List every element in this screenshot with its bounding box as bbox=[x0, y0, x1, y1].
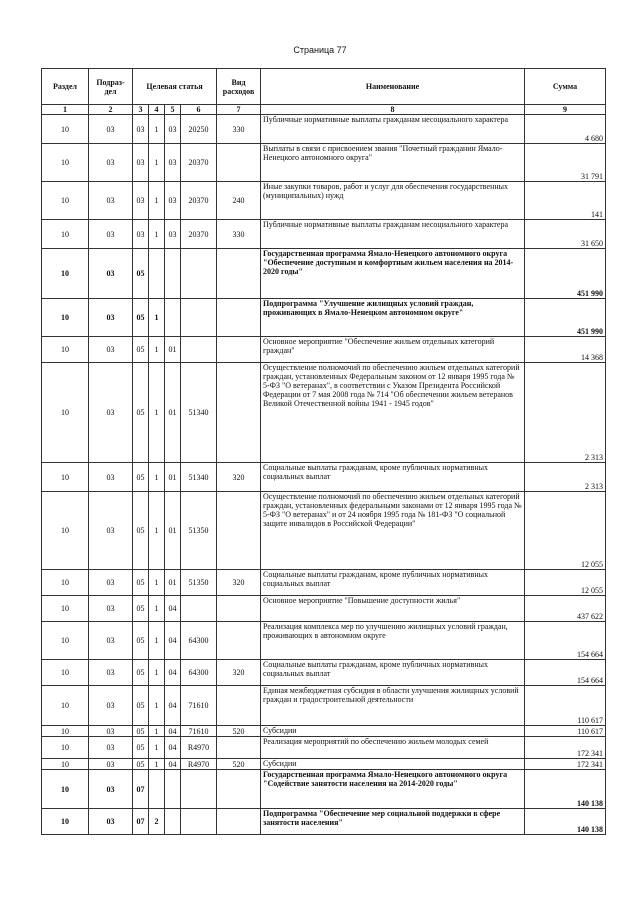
table-row bbox=[42, 220, 606, 249]
cell-vid-rashodov bbox=[217, 249, 261, 299]
cell-celevaya-4: R4970 bbox=[181, 737, 217, 759]
cell-vid-rashodov bbox=[217, 809, 261, 835]
table-row bbox=[42, 463, 606, 492]
cell-razdel: 10 bbox=[42, 737, 89, 759]
cell-summa: 31 791 bbox=[525, 144, 606, 182]
cell-celevaya-1: 03 bbox=[133, 182, 149, 220]
cell-vid-rashodov bbox=[217, 596, 261, 622]
cell-celevaya-1: 05 bbox=[133, 570, 149, 596]
cell-summa: 2 313 bbox=[525, 463, 606, 492]
cell-naimenovanie: Публичные нормативные выплаты гражданам несоциального характера bbox=[261, 220, 525, 249]
cell-summa: 172 341 bbox=[525, 759, 606, 770]
cell-celevaya-4: 20370 bbox=[181, 220, 217, 249]
cell-celevaya-2: 1 bbox=[149, 363, 165, 463]
budget-table bbox=[41, 68, 606, 835]
cell-podrazdel: 03 bbox=[89, 726, 133, 737]
cell-razdel: 10 bbox=[42, 463, 89, 492]
column-number: 7 bbox=[217, 105, 261, 115]
cell-summa: 110 617 bbox=[525, 686, 606, 726]
cell-summa: 14 368 bbox=[525, 337, 606, 363]
column-number: 9 bbox=[525, 105, 606, 115]
cell-razdel: 10 bbox=[42, 299, 89, 337]
cell-razdel: 10 bbox=[42, 220, 89, 249]
cell-celevaya-1: 03 bbox=[133, 144, 149, 182]
cell-podrazdel: 03 bbox=[89, 596, 133, 622]
cell-podrazdel: 03 bbox=[89, 809, 133, 835]
cell-celevaya-2: 1 bbox=[149, 144, 165, 182]
cell-celevaya-4 bbox=[181, 809, 217, 835]
cell-summa: 451 990 bbox=[525, 249, 606, 299]
cell-summa: 12 055 bbox=[525, 570, 606, 596]
cell-podrazdel: 03 bbox=[89, 182, 133, 220]
cell-summa: 154 664 bbox=[525, 622, 606, 660]
header-podrazdel: Подраз-дел bbox=[89, 69, 133, 105]
cell-celevaya-4: 71610 bbox=[181, 686, 217, 726]
cell-celevaya-4 bbox=[181, 299, 217, 337]
cell-celevaya-4 bbox=[181, 596, 217, 622]
cell-celevaya-1: 05 bbox=[133, 363, 149, 463]
column-number: 4 bbox=[149, 105, 165, 115]
cell-razdel: 10 bbox=[42, 726, 89, 737]
cell-podrazdel: 03 bbox=[89, 249, 133, 299]
cell-celevaya-2: 1 bbox=[149, 759, 165, 770]
cell-celevaya-3: 01 bbox=[165, 463, 181, 492]
cell-celevaya-1: 07 bbox=[133, 770, 149, 809]
cell-celevaya-3: 01 bbox=[165, 363, 181, 463]
table-row bbox=[42, 144, 606, 182]
cell-naimenovanie: Социальные выплаты гражданам, кроме публичных нормативных социальных выплат bbox=[261, 463, 525, 492]
cell-razdel: 10 bbox=[42, 115, 89, 144]
cell-celevaya-4: 51350 bbox=[181, 570, 217, 596]
cell-celevaya-3: 04 bbox=[165, 726, 181, 737]
cell-naimenovanie: Осуществление полномочий по обеспечению жильем отдельных категорий граждан, установленных Федеральным законом от 12 января 1995 года № 5-ФЗ "О ветеранах", в соответствии с Указом Президента Российской Федерации от 7 мая 2008 года № 714 "Об обеспечении жильем ветеранов Великой Отечественной войны 1941 - 1945 годов" bbox=[261, 363, 525, 463]
cell-celevaya-2: 1 bbox=[149, 220, 165, 249]
column-number: 8 bbox=[261, 105, 525, 115]
cell-naimenovanie: Иные закупки товаров, работ и услуг для обеспечения государственных (муниципальных) нужд bbox=[261, 182, 525, 220]
cell-celevaya-1: 05 bbox=[133, 492, 149, 570]
cell-podrazdel: 03 bbox=[89, 115, 133, 144]
cell-celevaya-1: 05 bbox=[133, 337, 149, 363]
cell-vid-rashodov bbox=[217, 492, 261, 570]
table-row bbox=[42, 622, 606, 660]
cell-summa: 110 617 bbox=[525, 726, 606, 737]
cell-naimenovanie: Подпрограмма "Обеспечение мер социальной поддержки в сфере занятости населения" bbox=[261, 809, 525, 835]
cell-celevaya-2: 1 bbox=[149, 463, 165, 492]
table-row bbox=[42, 570, 606, 596]
cell-razdel: 10 bbox=[42, 596, 89, 622]
cell-summa: 437 622 bbox=[525, 596, 606, 622]
cell-celevaya-3 bbox=[165, 770, 181, 809]
cell-celevaya-4: 64300 bbox=[181, 660, 217, 686]
cell-podrazdel: 03 bbox=[89, 220, 133, 249]
cell-celevaya-3: 03 bbox=[165, 182, 181, 220]
cell-razdel: 10 bbox=[42, 660, 89, 686]
cell-celevaya-3: 04 bbox=[165, 737, 181, 759]
cell-celevaya-1: 05 bbox=[133, 299, 149, 337]
cell-podrazdel: 03 bbox=[89, 363, 133, 463]
cell-vid-rashodov: 330 bbox=[217, 220, 261, 249]
cell-vid-rashodov: 320 bbox=[217, 570, 261, 596]
cell-celevaya-4: 64300 bbox=[181, 622, 217, 660]
cell-razdel: 10 bbox=[42, 249, 89, 299]
cell-podrazdel: 03 bbox=[89, 759, 133, 770]
cell-celevaya-4: 51340 bbox=[181, 463, 217, 492]
cell-celevaya-3: 04 bbox=[165, 660, 181, 686]
cell-celevaya-2: 1 bbox=[149, 726, 165, 737]
cell-celevaya-4: 51350 bbox=[181, 492, 217, 570]
cell-celevaya-1: 07 bbox=[133, 809, 149, 835]
cell-naimenovanie: Единая межбюджетная субсидия в области улучшения жилищных условий граждан и градостроительной деятельности bbox=[261, 686, 525, 726]
cell-vid-rashodov: 520 bbox=[217, 759, 261, 770]
cell-celevaya-2: 1 bbox=[149, 596, 165, 622]
cell-podrazdel: 03 bbox=[89, 463, 133, 492]
table-row bbox=[42, 686, 606, 726]
cell-podrazdel: 03 bbox=[89, 770, 133, 809]
cell-summa: 172 341 bbox=[525, 737, 606, 759]
cell-celevaya-3 bbox=[165, 809, 181, 835]
cell-podrazdel: 03 bbox=[89, 144, 133, 182]
cell-vid-rashodov: 520 bbox=[217, 726, 261, 737]
cell-celevaya-3: 04 bbox=[165, 686, 181, 726]
cell-vid-rashodov bbox=[217, 686, 261, 726]
cell-summa: 140 138 bbox=[525, 770, 606, 809]
cell-celevaya-2 bbox=[149, 770, 165, 809]
table-row bbox=[42, 299, 606, 337]
cell-celevaya-2: 1 bbox=[149, 115, 165, 144]
cell-razdel: 10 bbox=[42, 570, 89, 596]
table-row bbox=[42, 770, 606, 809]
cell-vid-rashodov: 320 bbox=[217, 660, 261, 686]
cell-summa: 12 055 bbox=[525, 492, 606, 570]
cell-celevaya-3: 04 bbox=[165, 596, 181, 622]
cell-summa: 451 990 bbox=[525, 299, 606, 337]
cell-celevaya-3 bbox=[165, 249, 181, 299]
column-number: 6 bbox=[181, 105, 217, 115]
cell-celevaya-3: 01 bbox=[165, 337, 181, 363]
cell-celevaya-2: 1 bbox=[149, 182, 165, 220]
cell-celevaya-1: 05 bbox=[133, 759, 149, 770]
table-row bbox=[42, 182, 606, 220]
table-row bbox=[42, 492, 606, 570]
page-label: Страница 77 bbox=[293, 45, 347, 55]
cell-naimenovanie: Основное мероприятие "Повышение доступности жилья" bbox=[261, 596, 525, 622]
cell-vid-rashodov bbox=[217, 622, 261, 660]
table-row bbox=[42, 337, 606, 363]
cell-razdel: 10 bbox=[42, 337, 89, 363]
cell-celevaya-2: 1 bbox=[149, 737, 165, 759]
cell-celevaya-2: 1 bbox=[149, 686, 165, 726]
table-row bbox=[42, 115, 606, 144]
cell-summa: 2 313 bbox=[525, 363, 606, 463]
cell-celevaya-4: 20370 bbox=[181, 144, 217, 182]
cell-celevaya-4: 20250 bbox=[181, 115, 217, 144]
cell-naimenovanie: Реализация мероприятий по обеспечению жильем молодых семей bbox=[261, 737, 525, 759]
header-celevaya-statya: Целевая статья bbox=[133, 69, 217, 105]
cell-podrazdel: 03 bbox=[89, 570, 133, 596]
cell-celevaya-2: 2 bbox=[149, 809, 165, 835]
cell-celevaya-4: 71610 bbox=[181, 726, 217, 737]
cell-naimenovanie: Основное мероприятие "Обеспечение жильем отдельных категорий граждан" bbox=[261, 337, 525, 363]
cell-summa: 141 bbox=[525, 182, 606, 220]
header-vid-rashodov: Вид расходов bbox=[217, 69, 261, 105]
cell-podrazdel: 03 bbox=[89, 686, 133, 726]
cell-summa: 140 138 bbox=[525, 809, 606, 835]
cell-naimenovanie: Социальные выплаты гражданам, кроме публичных нормативных социальных выплат bbox=[261, 570, 525, 596]
cell-celevaya-2 bbox=[149, 249, 165, 299]
table-row bbox=[42, 596, 606, 622]
cell-naimenovanie: Субсидии bbox=[261, 759, 525, 770]
cell-celevaya-1: 05 bbox=[133, 622, 149, 660]
column-number: 1 bbox=[42, 105, 89, 115]
column-number: 3 bbox=[133, 105, 149, 115]
cell-vid-rashodov bbox=[217, 299, 261, 337]
cell-celevaya-1: 03 bbox=[133, 220, 149, 249]
cell-celevaya-3: 04 bbox=[165, 622, 181, 660]
cell-celevaya-1: 05 bbox=[133, 686, 149, 726]
table-row bbox=[42, 809, 606, 835]
column-number: 2 bbox=[89, 105, 133, 115]
cell-celevaya-3: 01 bbox=[165, 570, 181, 596]
cell-celevaya-3: 03 bbox=[165, 220, 181, 249]
header-summa: Сумма bbox=[525, 69, 606, 105]
cell-celevaya-4 bbox=[181, 770, 217, 809]
cell-celevaya-4 bbox=[181, 249, 217, 299]
table-row bbox=[42, 363, 606, 463]
table-row bbox=[42, 737, 606, 759]
cell-vid-rashodov: 330 bbox=[217, 115, 261, 144]
cell-celevaya-1: 05 bbox=[133, 660, 149, 686]
cell-celevaya-3 bbox=[165, 299, 181, 337]
table-row bbox=[42, 759, 606, 770]
cell-vid-rashodov: 320 bbox=[217, 463, 261, 492]
cell-razdel: 10 bbox=[42, 770, 89, 809]
cell-celevaya-1: 05 bbox=[133, 249, 149, 299]
cell-celevaya-2: 1 bbox=[149, 622, 165, 660]
cell-vid-rashodov bbox=[217, 144, 261, 182]
cell-celevaya-1: 03 bbox=[133, 115, 149, 144]
cell-podrazdel: 03 bbox=[89, 737, 133, 759]
cell-naimenovanie: Государственная программа Ямало-Ненецкого автономного округа "Содействие занятости населения на 2014-2020 годы" bbox=[261, 770, 525, 809]
cell-naimenovanie: Реализация комплекса мер по улучшению жилищных условий граждан, проживающих в автономном округе bbox=[261, 622, 525, 660]
cell-summa: 4 680 bbox=[525, 115, 606, 144]
cell-celevaya-1: 05 bbox=[133, 463, 149, 492]
cell-celevaya-1: 05 bbox=[133, 726, 149, 737]
cell-celevaya-4: 51340 bbox=[181, 363, 217, 463]
cell-celevaya-1: 05 bbox=[133, 596, 149, 622]
cell-celevaya-4: 20370 bbox=[181, 182, 217, 220]
cell-naimenovanie: Осуществление полномочий по обеспечению жильем отдельных категорий граждан, установленных федеральными законами от 12 января 1995 года № 5-ФЗ "О ветеранах" и от 24 ноября 1995 года № 181-ФЗ "О социальной защите инвалидов в Российской Федерации" bbox=[261, 492, 525, 570]
column-numbers-row bbox=[42, 105, 606, 115]
cell-celevaya-3: 04 bbox=[165, 759, 181, 770]
cell-naimenovanie: Субсидии bbox=[261, 726, 525, 737]
cell-naimenovanie: Социальные выплаты гражданам, кроме публичных нормативных социальных выплат bbox=[261, 660, 525, 686]
cell-celevaya-2: 1 bbox=[149, 299, 165, 337]
cell-summa: 31 650 bbox=[525, 220, 606, 249]
cell-vid-rashodov bbox=[217, 737, 261, 759]
cell-celevaya-3: 03 bbox=[165, 115, 181, 144]
cell-vid-rashodov bbox=[217, 337, 261, 363]
cell-razdel: 10 bbox=[42, 182, 89, 220]
cell-razdel: 10 bbox=[42, 622, 89, 660]
cell-podrazdel: 03 bbox=[89, 622, 133, 660]
cell-celevaya-2: 1 bbox=[149, 337, 165, 363]
cell-razdel: 10 bbox=[42, 686, 89, 726]
cell-vid-rashodov: 240 bbox=[217, 182, 261, 220]
header-naimenovanie: Наименование bbox=[261, 69, 525, 105]
cell-naimenovanie: Публичные нормативные выплаты гражданам несоциального характера bbox=[261, 115, 525, 144]
cell-celevaya-4 bbox=[181, 337, 217, 363]
cell-razdel: 10 bbox=[42, 759, 89, 770]
cell-podrazdel: 03 bbox=[89, 492, 133, 570]
header-razdel: Раздел bbox=[42, 69, 89, 105]
cell-vid-rashodov bbox=[217, 770, 261, 809]
cell-razdel: 10 bbox=[42, 492, 89, 570]
cell-celevaya-4: R4970 bbox=[181, 759, 217, 770]
cell-razdel: 10 bbox=[42, 144, 89, 182]
cell-naimenovanie: Выплаты в связи с присвоением звания "Почетный гражданин Ямало-Ненецкого автономного округа" bbox=[261, 144, 525, 182]
cell-celevaya-3: 01 bbox=[165, 492, 181, 570]
cell-celevaya-2: 1 bbox=[149, 492, 165, 570]
cell-celevaya-1: 05 bbox=[133, 737, 149, 759]
table-row bbox=[42, 726, 606, 737]
cell-summa: 154 664 bbox=[525, 660, 606, 686]
cell-celevaya-2: 1 bbox=[149, 570, 165, 596]
column-number: 5 bbox=[165, 105, 181, 115]
cell-naimenovanie: Подпрограмма "Улучшение жилищных условий граждан, проживающих в Ямало-Ненецком автономном округе" bbox=[261, 299, 525, 337]
cell-razdel: 10 bbox=[42, 809, 89, 835]
cell-celevaya-3: 03 bbox=[165, 144, 181, 182]
cell-celevaya-2: 1 bbox=[149, 660, 165, 686]
cell-podrazdel: 03 bbox=[89, 337, 133, 363]
cell-naimenovanie: Государственная программа Ямало-Ненецкого автономного округа "Обеспечение доступным и комфортным жильем населения на 2014-2020 годы" bbox=[261, 249, 525, 299]
cell-podrazdel: 03 bbox=[89, 299, 133, 337]
cell-podrazdel: 03 bbox=[89, 660, 133, 686]
table-row bbox=[42, 660, 606, 686]
cell-vid-rashodov bbox=[217, 363, 261, 463]
cell-razdel: 10 bbox=[42, 363, 89, 463]
table-row bbox=[42, 249, 606, 299]
